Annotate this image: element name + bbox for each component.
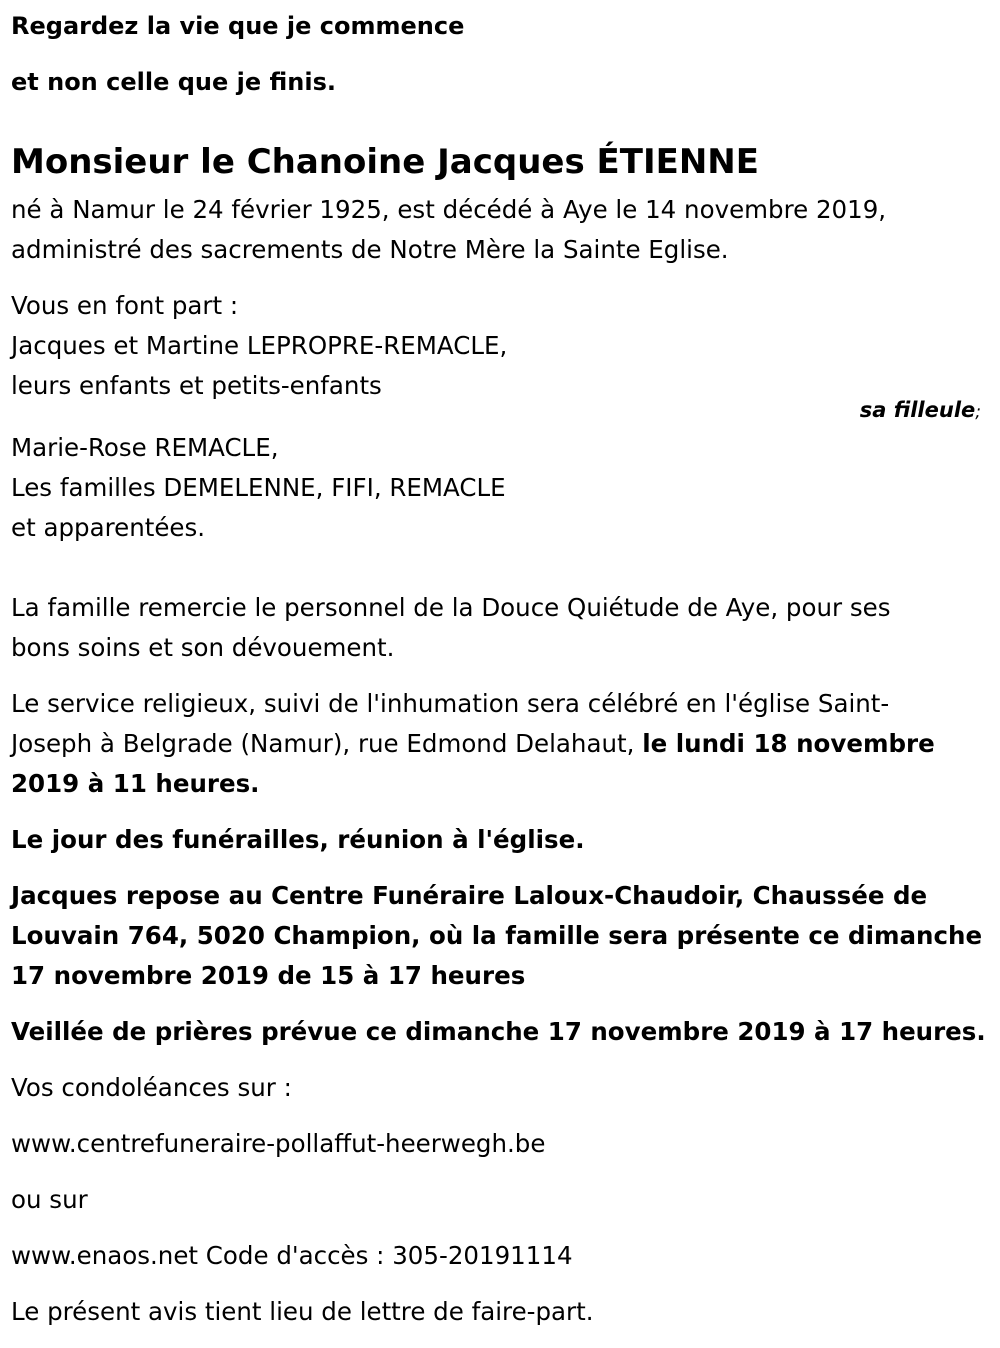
families-line: Les familles DEMELENNE, FIFI, REMACLE [11, 473, 506, 502]
service-line-2 [11, 724, 935, 764]
condolences-or: ou sur [11, 1185, 88, 1214]
service-date: le lundi 18 novembre [642, 729, 935, 758]
epigraph-line-2: et non celle que je finis. [11, 68, 336, 96]
vigil-line: Veillée de prières prévue ce dimanche 17 novembre 2019 à 17 heures. [11, 1017, 986, 1046]
thanks-line-2: bons soins et son dévouement. [11, 633, 395, 662]
sacraments-line: administré des sacrements de Notre Mère la Sainte Eglise. [11, 235, 729, 264]
birth-death-line: né à Namur le 24 février 1925, est décédé à Aye le 14 novembre 2019, [11, 195, 887, 224]
relation-text: sa filleule [859, 398, 976, 422]
family-2: Marie-Rose REMACLE, [11, 433, 279, 462]
service-location: Joseph à Belgrade (Namur), rue Edmond Delahaut, [11, 729, 643, 758]
thanks-line-1: La famille remercie le personnel de la Douce Quiétude de Aye, pour ses [11, 593, 891, 622]
service-line-1: Le service religieux, suivi de l'inhumation sera célébré en l'église Saint- [11, 689, 890, 718]
relation-punctuation: ; [975, 402, 981, 422]
family-1: Jacques et Martine LEPROPRE-REMACLE, [11, 331, 508, 360]
condolences-intro: Vos condoléances sur : [11, 1073, 292, 1102]
repose-line-1: Jacques repose au Centre Funéraire Laloux-Chaudoir, Chaussée de [11, 881, 928, 910]
gathering-line: Le jour des funérailles, réunion à l'église. [11, 825, 585, 854]
family-1-children: leurs enfants et petits-enfants [11, 371, 382, 400]
repose-line-2: Louvain 764, 5020 Champion, où la famille sera présente ce dimanche [11, 921, 983, 950]
service-time: 2019 à 11 heures. [11, 769, 260, 798]
announcement-intro: Vous en font part : [11, 291, 239, 320]
repose-line-3: 17 novembre 2019 de 15 à 17 heures [11, 961, 526, 990]
condolences-site-1: www.centrefuneraire-pollaffut-heerwegh.be [11, 1129, 546, 1158]
closing-line: Le présent avis tient lieu de lettre de faire-part. [11, 1297, 594, 1326]
deceased-name: Monsieur le Chanoine Jacques ÉTIENNE [11, 142, 759, 182]
epigraph-line-1: Regardez la vie que je commence [11, 12, 465, 40]
relation-label [860, 394, 981, 428]
condolences-site-2: www.enaos.net Code d'accès : 305-20191114 [11, 1241, 573, 1270]
related-line: et apparentées. [11, 513, 206, 542]
